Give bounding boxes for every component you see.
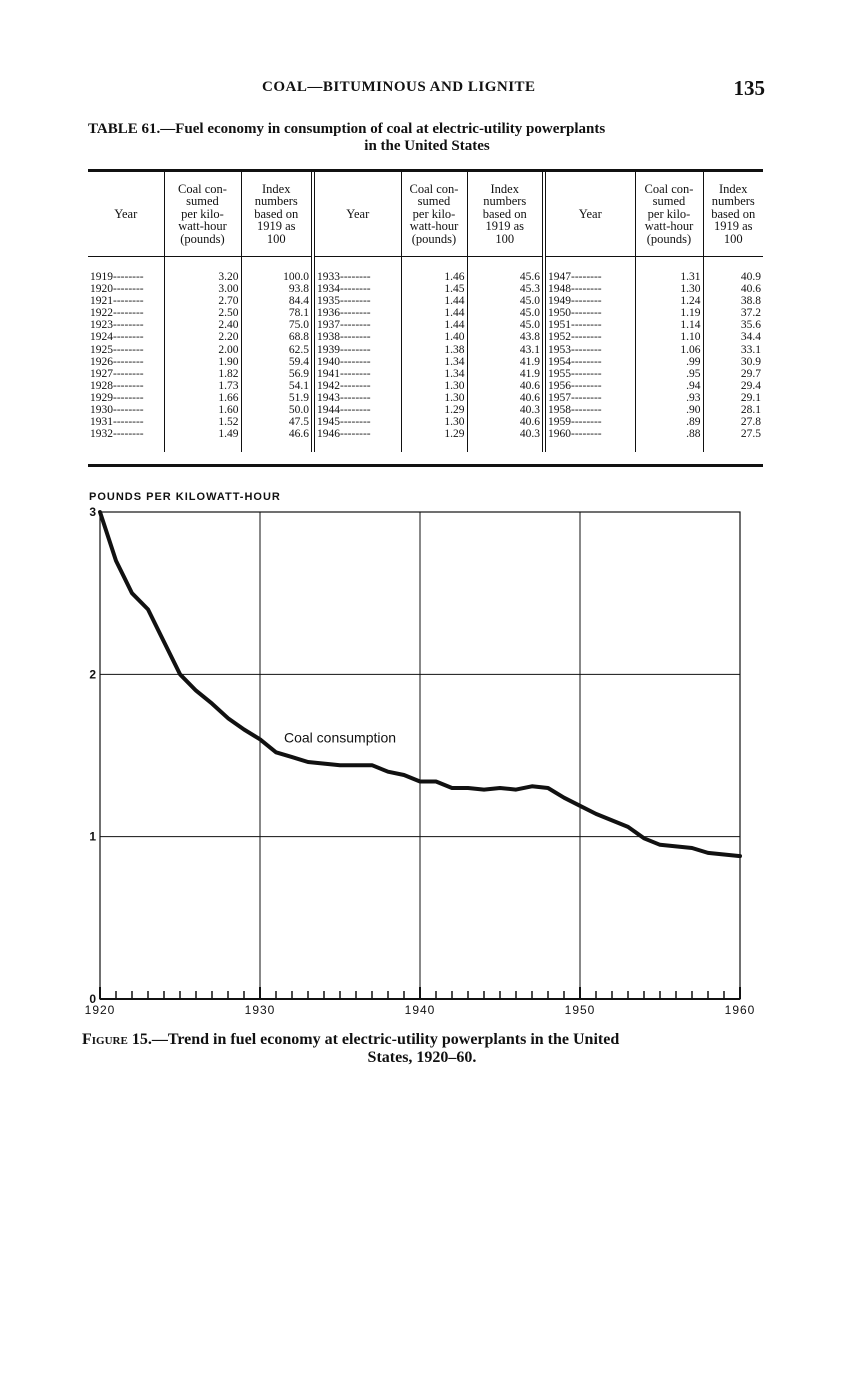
year-cell: 1935-------- <box>313 295 401 307</box>
data-point <box>499 787 501 789</box>
header-coal: Coal con- sumed per kilo- watt-hour (pounds) <box>635 172 703 257</box>
index-value-cell: 43.8 <box>467 331 544 343</box>
coal-value-cell: 1.31 <box>635 257 703 284</box>
index-value-cell: 35.6 <box>703 319 763 331</box>
header-year: Year <box>313 172 401 257</box>
year-cell: 1959-------- <box>544 416 635 428</box>
coal-value-cell: 1.66 <box>164 392 241 404</box>
year-cell: 1934-------- <box>313 283 401 295</box>
data-point <box>275 751 277 753</box>
coal-value-cell: 1.30 <box>635 283 703 295</box>
coal-value-cell: .90 <box>635 404 703 416</box>
series-annotation: Coal consumption <box>284 729 397 746</box>
index-value-cell: 68.8 <box>241 331 313 343</box>
caption-prefix: Figure <box>82 1031 128 1048</box>
data-point <box>259 738 261 740</box>
year-cell: 1957-------- <box>544 392 635 404</box>
year-cell: 1923-------- <box>90 319 144 332</box>
data-point <box>195 690 197 692</box>
year-cell: 1937-------- <box>313 319 401 331</box>
index-value-cell: 50.0 <box>241 404 313 416</box>
index-value-cell: 45.0 <box>467 319 544 331</box>
coal-value-cell: 1.29 <box>401 404 467 416</box>
year-cell: 1954-------- <box>544 356 635 368</box>
year-cell: 1919-------- <box>90 271 144 283</box>
year-cell: 1927-------- <box>90 367 144 380</box>
data-point <box>515 789 517 791</box>
data-point <box>339 764 341 766</box>
coal-value-cell: 1.30 <box>401 392 467 404</box>
coal-value-cell: .94 <box>635 380 703 392</box>
index-value-cell: 41.9 <box>467 368 544 380</box>
data-point <box>579 805 581 807</box>
year-cell: 1933-------- <box>313 257 401 284</box>
coal-value-cell: 1.34 <box>401 368 467 380</box>
coal-value-cell: 2.20 <box>164 331 241 343</box>
index-value-cell: 28.1 <box>703 404 763 416</box>
caption-line2: States, 1920–60. <box>367 1049 477 1066</box>
header-year: Year <box>544 172 635 257</box>
year-cell: 1939-------- <box>313 344 401 356</box>
year-cell: 1956-------- <box>544 380 635 392</box>
index-value-cell: 59.4 <box>241 356 313 368</box>
x-tick-label: 1920 <box>84 1003 116 1017</box>
year-cell: 1958-------- <box>544 404 635 416</box>
coal-value-cell: 1.06 <box>635 344 703 356</box>
year-cell: 1942-------- <box>313 380 401 392</box>
data-point <box>659 844 661 846</box>
index-value-cell: 45.0 <box>467 295 544 307</box>
index-value-cell: 29.1 <box>703 392 763 404</box>
data-point <box>291 756 293 758</box>
data-point <box>691 847 693 849</box>
data-point <box>707 852 709 854</box>
year-cell: 1955-------- <box>544 368 635 380</box>
index-value-cell: 37.2 <box>703 307 763 319</box>
year-cell: 1951-------- <box>544 319 635 331</box>
index-value-cell: 27.8 <box>703 416 763 428</box>
index-value-cell: 45.3 <box>467 283 544 295</box>
coal-value-cell: .95 <box>635 368 703 380</box>
coal-value-cell: 1.29 <box>401 428 467 452</box>
data-point <box>211 703 213 705</box>
figure-caption <box>82 1031 762 1067</box>
index-value-cell: 46.6 <box>241 428 313 452</box>
index-value-cell: 40.3 <box>467 404 544 416</box>
x-tick-label: 1950 <box>564 1003 596 1017</box>
coal-value-cell: 1.90 <box>164 356 241 368</box>
data-point <box>723 854 725 856</box>
data-point <box>115 560 117 562</box>
year-cell: 1945-------- <box>313 416 401 428</box>
index-value-cell: 40.9 <box>703 257 763 284</box>
coal-value-cell: 2.70 <box>164 295 241 307</box>
index-value-cell: 100.0 <box>241 257 313 284</box>
year-cell: 1932-------- <box>90 428 144 441</box>
data-point <box>323 763 325 765</box>
data-point <box>387 771 389 773</box>
header-year: Year <box>88 172 164 257</box>
data-point <box>483 789 485 791</box>
coal-value-cell: 1.40 <box>401 331 467 343</box>
year-cell: 1938-------- <box>313 331 401 343</box>
data-point <box>371 764 373 766</box>
header-index: Index numbers based on 1919 as 100 <box>703 172 763 257</box>
index-value-cell: 30.9 <box>703 356 763 368</box>
caption-line1: 15.—Trend in fuel economy at electric-utility powerplants in the United <box>127 1031 620 1048</box>
year-cell: 1946-------- <box>313 428 401 452</box>
coal-value-cell: 3.20 <box>164 257 241 284</box>
index-value-cell: 45.0 <box>467 307 544 319</box>
coal-value-cell: 1.45 <box>401 283 467 295</box>
index-value-cell: 33.1 <box>703 344 763 356</box>
coal-value-cell: 1.44 <box>401 295 467 307</box>
index-value-cell: 40.6 <box>467 392 544 404</box>
page-number: 135 <box>733 76 765 100</box>
index-value-cell: 27.5 <box>703 428 763 452</box>
year-cell: 1926-------- <box>90 355 144 368</box>
data-point <box>307 761 309 763</box>
data-point <box>355 764 357 766</box>
data-point <box>243 729 245 731</box>
year-cell: 1930-------- <box>90 404 144 417</box>
data-point <box>595 813 597 815</box>
year-cell: 1928-------- <box>90 379 144 392</box>
y-tick-label: 3 <box>89 505 96 519</box>
data-point <box>451 787 453 789</box>
chart-y-axis-label: POUNDS PER KILOWATT-HOUR <box>89 491 281 503</box>
index-value-cell: 40.6 <box>467 380 544 392</box>
data-point <box>611 820 613 822</box>
year-cell: 1924-------- <box>90 331 144 344</box>
coal-value-cell: .93 <box>635 392 703 404</box>
year-cell: 1944-------- <box>313 404 401 416</box>
coal-value-cell: 1.82 <box>164 368 241 380</box>
data-point <box>99 511 101 513</box>
coal-value-cell: .89 <box>635 416 703 428</box>
coal-value-cell: 1.30 <box>401 380 467 392</box>
year-cell: 1943-------- <box>313 392 401 404</box>
year-cell: 1922-------- <box>90 307 144 320</box>
table-title-line2: in the United States <box>364 138 490 154</box>
data-point <box>403 774 405 776</box>
coal-value-cell: 1.19 <box>635 307 703 319</box>
year-cell: 1941-------- <box>313 368 401 380</box>
data-point <box>643 837 645 839</box>
index-value-cell: 45.6 <box>467 257 544 284</box>
coal-value-cell: .88 <box>635 428 703 452</box>
header-coal: Coal con- sumed per kilo- watt-hour (pounds) <box>401 172 467 257</box>
data-point <box>179 674 181 676</box>
year-cell: 1931-------- <box>90 416 144 429</box>
header-coal: Coal con- sumed per kilo- watt-hour (pounds) <box>164 172 241 257</box>
y-tick-label: 2 <box>89 667 96 682</box>
y-tick-label: 1 <box>89 829 96 844</box>
year-cell: 1920-------- <box>90 283 144 296</box>
coal-value-cell: 1.73 <box>164 380 241 392</box>
x-tick-label: 1960 <box>724 1003 756 1017</box>
x-tick-label: 1930 <box>244 1003 276 1017</box>
coal-value-cell: 1.44 <box>401 307 467 319</box>
index-value-cell: 41.9 <box>467 356 544 368</box>
index-value-cell: 40.6 <box>467 416 544 428</box>
index-value-cell: 54.1 <box>241 380 313 392</box>
data-point <box>419 781 421 783</box>
index-value-cell: 78.1 <box>241 307 313 319</box>
coal-value-cell: 1.52 <box>164 416 241 428</box>
coal-value-cell: 3.00 <box>164 283 241 295</box>
coal-value-cell: 1.34 <box>401 356 467 368</box>
coal-value-cell: 2.40 <box>164 319 241 331</box>
coal-value-cell: 2.00 <box>164 344 241 356</box>
x-tick-label: 1940 <box>404 1003 436 1017</box>
index-value-cell: 34.4 <box>703 331 763 343</box>
index-value-cell: 29.4 <box>703 380 763 392</box>
coal-value-cell: 1.30 <box>401 416 467 428</box>
data-point <box>467 787 469 789</box>
data-point <box>627 826 629 828</box>
coal-value-cell: 1.46 <box>401 257 467 284</box>
year-cell: 1953-------- <box>544 344 635 356</box>
coal-value-cell: .99 <box>635 356 703 368</box>
index-value-cell: 56.9 <box>241 368 313 380</box>
index-value-cell: 40.3 <box>467 428 544 452</box>
y-tick-label: 0 <box>89 992 96 1006</box>
header-index: Index numbers based on 1919 as 100 <box>467 172 544 257</box>
index-value-cell: 75.0 <box>241 319 313 331</box>
year-cell: 1960-------- <box>544 428 635 452</box>
data-point <box>547 787 549 789</box>
data-point <box>227 717 229 719</box>
coal-value-cell: 1.10 <box>635 331 703 343</box>
coal-value-cell: 1.14 <box>635 319 703 331</box>
coal-value-cell: 1.49 <box>164 428 241 452</box>
table-title-line1: TABLE 61.—Fuel economy in consumption of coal at electric-utility powerplants <box>88 121 606 137</box>
data-point <box>531 786 533 788</box>
coal-value-cell: 1.44 <box>401 319 467 331</box>
coal-value-cell: 1.38 <box>401 344 467 356</box>
year-cell: 1950-------- <box>544 307 635 319</box>
header-index: Index numbers based on 1919 as 100 <box>241 172 313 257</box>
year-cell: 1949-------- <box>544 295 635 307</box>
year-cell: 1940-------- <box>313 356 401 368</box>
index-value-cell: 84.4 <box>241 295 313 307</box>
index-value-cell: 51.9 <box>241 392 313 404</box>
data-point <box>163 641 165 643</box>
index-value-cell: 43.1 <box>467 344 544 356</box>
coal-value-cell: 1.24 <box>635 295 703 307</box>
year-cell: 1921-------- <box>90 295 144 308</box>
data-point <box>131 592 133 594</box>
year-cell: 1925-------- <box>90 343 144 356</box>
index-value-cell: 93.8 <box>241 283 313 295</box>
data-point <box>739 855 741 857</box>
coal-value-cell: 1.60 <box>164 404 241 416</box>
running-head: COAL—BITUMINOUS AND LIGNITE <box>262 79 536 95</box>
year-cell: 1947-------- <box>544 257 635 284</box>
data-point <box>147 609 149 611</box>
index-value-cell: 29.7 <box>703 368 763 380</box>
data-point <box>435 781 437 783</box>
year-cell: 1948-------- <box>544 283 635 295</box>
coal-value-cell: 2.50 <box>164 307 241 319</box>
index-value-cell: 38.8 <box>703 295 763 307</box>
index-value-cell: 62.5 <box>241 344 313 356</box>
index-value-cell: 47.5 <box>241 416 313 428</box>
index-value-cell: 40.6 <box>703 283 763 295</box>
year-cell: 1929-------- <box>90 391 144 404</box>
year-cell: 1936-------- <box>313 307 401 319</box>
data-point <box>675 846 677 848</box>
year-cell: 1952-------- <box>544 331 635 343</box>
data-point <box>563 797 565 799</box>
